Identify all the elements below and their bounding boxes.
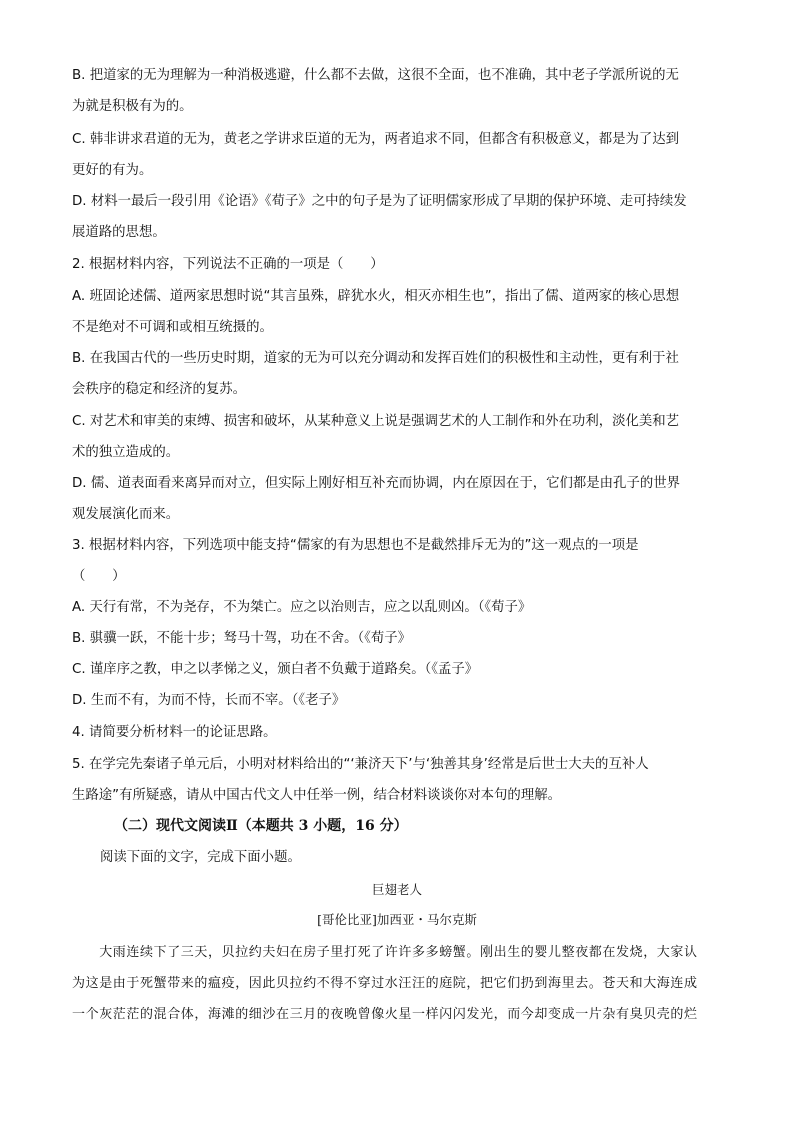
story-line-3: 一个灰茫茫的混合体，海滩的细沙在三月的夜晚曾像火星一样闪闪发光，而今却变成一片杂有臭贝壳的烂	[72, 1007, 698, 1022]
q2-option-a-line2: 不是绝对不可调和或相互统摄的。	[72, 320, 273, 335]
q2-option-d-line2: 观发展演化而来。	[72, 507, 180, 522]
q2-option-c-line2: 术的独立造成的。	[72, 445, 180, 460]
reading-instruction: 阅读下面的文字，完成下面小题。	[100, 850, 301, 865]
q3-option-a: A. 天行有常，不为尧存，不为桀亡。应之以治则吉，应之以乱则凶。（《荀子》	[72, 600, 532, 615]
q1-option-b-line1: B. 把道家的无为理解为一种消极逃避，什么都不去做，这很不全面，也不准确，其中老子学派所说的无	[72, 68, 679, 83]
q2-option-b-line1: B. 在我国古代的一些历史时期，道家的无为可以充分调动和发挥百姓们的积极性和主动性，更有利于社	[72, 351, 679, 366]
q2-option-c	[72, 406, 728, 468]
q3-options	[72, 592, 728, 716]
q2-option-b-line2: 会秩序的稳定和经济的复苏。	[72, 382, 247, 397]
q3-option-d: D. 生而不有，为而不恃，长而不宰。（《老子》	[72, 693, 346, 708]
q1-option-b	[72, 60, 728, 122]
q1-option-b-line2: 为就是积极有为的。	[72, 99, 193, 114]
story-line-1: 大雨连续下了三天，贝拉约夫妇在房子里打死了许许多多螃蟹。刚出生的婴儿整夜都在发烧，大家认	[72, 945, 698, 960]
q3-stem-line2: （ ）	[72, 569, 126, 584]
q5	[72, 749, 728, 811]
q2-stem	[72, 249, 728, 280]
q2-option-d-line1: D. 儒、道表面看来离异而对立，但实际上刚好相互补充而协调，内在原因在于，它们都是由孔子的世界	[72, 476, 681, 491]
q4	[72, 717, 728, 748]
q2-option-c-line1: C. 对艺术和审美的束缚、损害和破坏，从某种意义上说是强调艺术的人工制作和外在功利，淡化美和艺	[72, 414, 680, 429]
q1-option-c-line1: C. 韩非讲求君道的无为，黄老之学讲求臣道的无为，两者追求不同，但都含有积极意义，都是为了达到	[72, 132, 680, 147]
q1-option-c-line2: 更好的有为。	[72, 163, 153, 178]
q2-option-d	[72, 468, 728, 530]
q3-stem	[72, 530, 728, 592]
q2-stem-text: 2. 根据材料内容，下列说法不正确的一项是（ ）	[72, 257, 384, 272]
q1-option-c	[72, 124, 728, 186]
q1-option-d	[72, 186, 728, 248]
q2-option-a	[72, 281, 728, 343]
q5-line1: 5. 在学完先秦诸子单元后，小明对材料给出的“‘兼济天下’与‘独善其身’经常是后世士大夫的互补人	[72, 757, 649, 772]
story-body	[72, 937, 722, 1030]
q2-option-b	[72, 343, 728, 405]
q5-line2: 生路途”有所疑惑，请从中国古代文人中任举一例，结合材料谈谈你对本句的理解。	[72, 788, 561, 803]
q3-option-b: B. 骐骥一跃，不能十步；驽马十驾，功在不舍。（《荀子》	[72, 631, 412, 646]
q3-stem-line1: 3. 根据材料内容，下列选项中能支持“儒家的有为思想也不是截然排斥无为的”这一观点的一项是	[72, 538, 639, 553]
section-title: （二）现代文阅读Ⅱ（本题共 3 小题，16 分）	[114, 818, 408, 834]
q3-option-c: C. 谨庠序之教，申之以孝悌之义，颁白者不负戴于道路矣。（《孟子》	[72, 662, 479, 677]
q2-option-a-line1: A. 班固论述儒、道两家思想时说“其言虽殊，辟犹水火，相灭亦相生也”，指出了儒、道两家的核心思想	[72, 289, 680, 304]
q4-text: 4. 请简要分析材料一的论证思路。	[72, 725, 277, 740]
story-title: 巨翅老人	[371, 882, 422, 897]
q1-option-d-line1: D. 材料一最后一段引用《论语》《荀子》之中的句子是为了证明儒家形成了早期的保护环境、走可持续发	[72, 194, 687, 209]
story-line-2: 为这是由于死蟹带来的瘟疫，因此贝拉约不得不穿过水汪汪的庭院，把它们扔到海里去。苍天和大海连成	[72, 976, 698, 991]
story-author: [哥伦比亚]加西亚・马尔克斯	[317, 912, 477, 927]
q1-option-d-line2: 展道路的思想。	[72, 225, 166, 240]
